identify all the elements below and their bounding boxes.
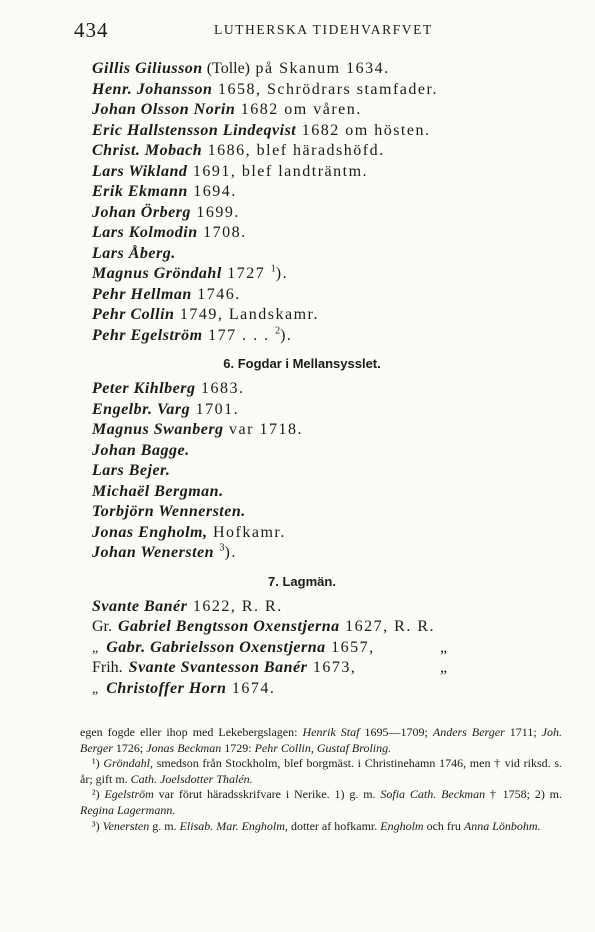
list-item bbox=[92, 264, 532, 285]
ditto-mark: „ bbox=[440, 659, 448, 676]
title-prefix: Frih. bbox=[92, 659, 123, 676]
entry-detail: 1708. bbox=[197, 224, 247, 241]
list-item bbox=[92, 305, 532, 326]
entry-detail: 1694. bbox=[187, 183, 237, 200]
entry-detail: 1691, blef landträntm. bbox=[187, 162, 369, 180]
list-item bbox=[92, 638, 532, 659]
footnote-text: Anders Berger bbox=[432, 725, 505, 739]
entry-detail: 1682 om våren. bbox=[235, 101, 362, 118]
footnote-text: Cath. Joelsdotter Thalén. bbox=[130, 771, 253, 786]
entry-detail: 1686, blef häradshöfd. bbox=[202, 142, 385, 159]
footnote-text: 1695—1709; bbox=[359, 725, 433, 739]
list-item bbox=[92, 658, 532, 679]
list-item bbox=[92, 420, 532, 441]
list-item bbox=[92, 523, 532, 544]
entry-detail: 1657, bbox=[325, 638, 375, 656]
footnote-text: egen fogde eller ihop med Lekebergslagen: bbox=[80, 725, 303, 739]
footnote-text: ¹) bbox=[92, 756, 104, 771]
footnote-text: 1726; bbox=[112, 740, 147, 755]
footnote-text: Henrik Staf bbox=[302, 725, 360, 739]
footnote-ref: 2 bbox=[275, 325, 281, 337]
list-item bbox=[92, 461, 532, 482]
footnote-text: smedson från Stockholm, blef borgmäst. i Christinehamn 1746, men † vid riksd. s. år; gift m. bbox=[80, 756, 563, 786]
person-name: Johan Wenersten bbox=[92, 544, 215, 561]
footnote-text: Sofia Cath. Beckman bbox=[380, 787, 486, 802]
list-item bbox=[92, 482, 532, 503]
entry-detail: 1622, R. R. bbox=[187, 597, 283, 615]
section-heading-7: 7. Lagmän. bbox=[268, 573, 336, 589]
lagman-list bbox=[92, 597, 532, 700]
list-item bbox=[92, 617, 532, 638]
footnote-text: Pehr Collin, Gustaf Broling. bbox=[254, 740, 392, 755]
footnote-text: Jonas Beckman bbox=[146, 740, 222, 755]
footnote-text: Regina Lagermann. bbox=[80, 802, 176, 817]
entry-detail: 1746. bbox=[191, 285, 241, 303]
list-item bbox=[92, 379, 532, 400]
list-item bbox=[92, 182, 532, 203]
footnote-text: Engholm bbox=[380, 818, 424, 833]
footnotes bbox=[80, 725, 562, 834]
footnote-text: ³) bbox=[92, 818, 103, 833]
footnote-text: Joh. Berger bbox=[80, 725, 562, 755]
person-name: Michaël Bergman. bbox=[92, 482, 224, 500]
list-item bbox=[92, 543, 532, 564]
list-item bbox=[92, 141, 532, 162]
list-item bbox=[92, 441, 532, 462]
footnote-text: Egelström bbox=[104, 787, 154, 802]
page-header bbox=[74, 18, 524, 44]
footnote-continuation bbox=[80, 725, 562, 756]
person-name: Erik Ekmann bbox=[92, 183, 188, 200]
entry-tail: ). bbox=[224, 544, 237, 561]
entry-detail: 177 . . . bbox=[202, 326, 276, 344]
person-name: Svante Banér bbox=[92, 597, 188, 615]
footnote-text: Anna Lönbohm. bbox=[463, 818, 541, 833]
footnote-text: och fru bbox=[423, 818, 464, 833]
footnote-text: Gröndahl, bbox=[103, 756, 153, 771]
person-name: Johan Olsson Norin bbox=[92, 101, 236, 118]
person-name: Gabriel Bengtsson Oxenstjerna bbox=[118, 618, 340, 635]
page-number: 434 bbox=[74, 18, 109, 42]
person-name: Eric Hallstensson Lindeqvist bbox=[92, 121, 297, 139]
footnote-text: 1729: bbox=[221, 740, 255, 755]
list-item bbox=[92, 326, 532, 347]
list-item bbox=[92, 121, 532, 142]
list-item bbox=[92, 502, 532, 523]
footnote-text: Venersten bbox=[102, 818, 150, 833]
title-prefix: „ bbox=[92, 640, 99, 656]
footnote-text: ²) bbox=[92, 787, 105, 802]
person-name: Johan Örberg bbox=[92, 203, 191, 221]
list-item bbox=[92, 597, 532, 618]
list-item bbox=[92, 59, 532, 80]
entry-detail: 1727 bbox=[221, 265, 271, 282]
person-name: Pehr Hellman bbox=[92, 285, 192, 303]
person-name: Jonas Engholm, bbox=[92, 523, 208, 541]
entry-detail: 1673, bbox=[307, 659, 357, 676]
person-name: Pehr Egelström bbox=[92, 326, 203, 344]
person-name: Gabr. Gabrielsson Oxenstjerna bbox=[106, 638, 326, 656]
list-item bbox=[92, 244, 532, 265]
person-name: Svante Svantesson Banér bbox=[128, 659, 308, 676]
entry-detail: Hofkamr. bbox=[207, 523, 286, 541]
person-name: Engelbr. Varg bbox=[92, 400, 191, 418]
nickname: (Tolle) bbox=[202, 60, 251, 77]
section-heading-6: 6. Fogdar i Mellansysslet. bbox=[223, 356, 381, 371]
title-prefix: Gr. bbox=[92, 618, 112, 635]
ditto-mark: „ bbox=[440, 638, 448, 656]
footnote-text: Elisab. Mar. Engholm, bbox=[179, 818, 288, 833]
fogdar-list bbox=[92, 59, 532, 346]
entry-tail: ). bbox=[275, 265, 289, 282]
entry-detail: på Skanum 1634. bbox=[250, 60, 390, 77]
footnote-2 bbox=[80, 787, 562, 818]
footnote-ref: 1 bbox=[270, 263, 276, 275]
person-name: Christ. Mobach bbox=[92, 142, 203, 159]
footnote-text: 1711; bbox=[504, 725, 542, 739]
person-name: Magnus Swanberg bbox=[92, 421, 224, 438]
person-name: Christoffer Horn bbox=[106, 679, 227, 697]
footnote-text: dotter af hofkamr. bbox=[287, 818, 381, 833]
footnote-text: † 1758; 2) m. bbox=[485, 787, 562, 802]
entry-detail: 1627, R. R. bbox=[339, 618, 435, 635]
entry-detail: 1658, Schrödrars stamfader. bbox=[212, 80, 438, 98]
running-head: LUTHERSKA TIDEHVARFVET bbox=[214, 22, 433, 37]
footnote-text: g. m. bbox=[149, 818, 180, 833]
footnote-1 bbox=[80, 756, 562, 787]
footnote-3 bbox=[80, 819, 562, 835]
person-name: Lars Bejer. bbox=[92, 462, 171, 479]
person-name: Torbjörn Wennersten. bbox=[92, 503, 246, 520]
person-name: Lars Kolmodin bbox=[92, 224, 198, 241]
register-list bbox=[92, 59, 532, 699]
list-item bbox=[92, 203, 532, 224]
list-item bbox=[92, 80, 532, 101]
entry-detail: var 1718. bbox=[223, 421, 303, 438]
list-item bbox=[92, 400, 532, 421]
entry-tail: ). bbox=[280, 326, 293, 344]
list-item bbox=[92, 162, 532, 183]
person-name: Gillis Giliusson bbox=[92, 60, 203, 77]
entry-detail: 1701. bbox=[190, 400, 240, 418]
person-name: Johan Bagge. bbox=[92, 441, 190, 459]
mellansysslet-list bbox=[92, 379, 532, 564]
person-name: Henr. Johansson bbox=[92, 80, 213, 98]
person-name: Pehr Collin bbox=[92, 306, 175, 323]
title-prefix: „ bbox=[92, 681, 99, 697]
person-name: Lars Åberg. bbox=[92, 244, 176, 262]
footnote-text: var förut häradsskrifvare i Nerike. 1) g. m. bbox=[153, 787, 381, 802]
entry-detail: 1682 om hösten. bbox=[296, 121, 431, 139]
list-item bbox=[92, 285, 532, 306]
entry-detail: 1674. bbox=[226, 679, 276, 697]
list-item bbox=[92, 679, 532, 700]
footnote-ref: 3 bbox=[219, 542, 225, 554]
list-item bbox=[92, 100, 532, 121]
entry-detail: 1749, Landskamr. bbox=[174, 306, 319, 323]
person-name: Peter Kihlberg bbox=[92, 380, 196, 397]
list-item bbox=[92, 223, 532, 244]
entry-detail: 1699. bbox=[190, 203, 240, 221]
person-name: Magnus Gröndahl bbox=[92, 265, 222, 282]
person-name: Lars Wikland bbox=[92, 162, 188, 180]
entry-detail: 1683. bbox=[195, 380, 245, 397]
